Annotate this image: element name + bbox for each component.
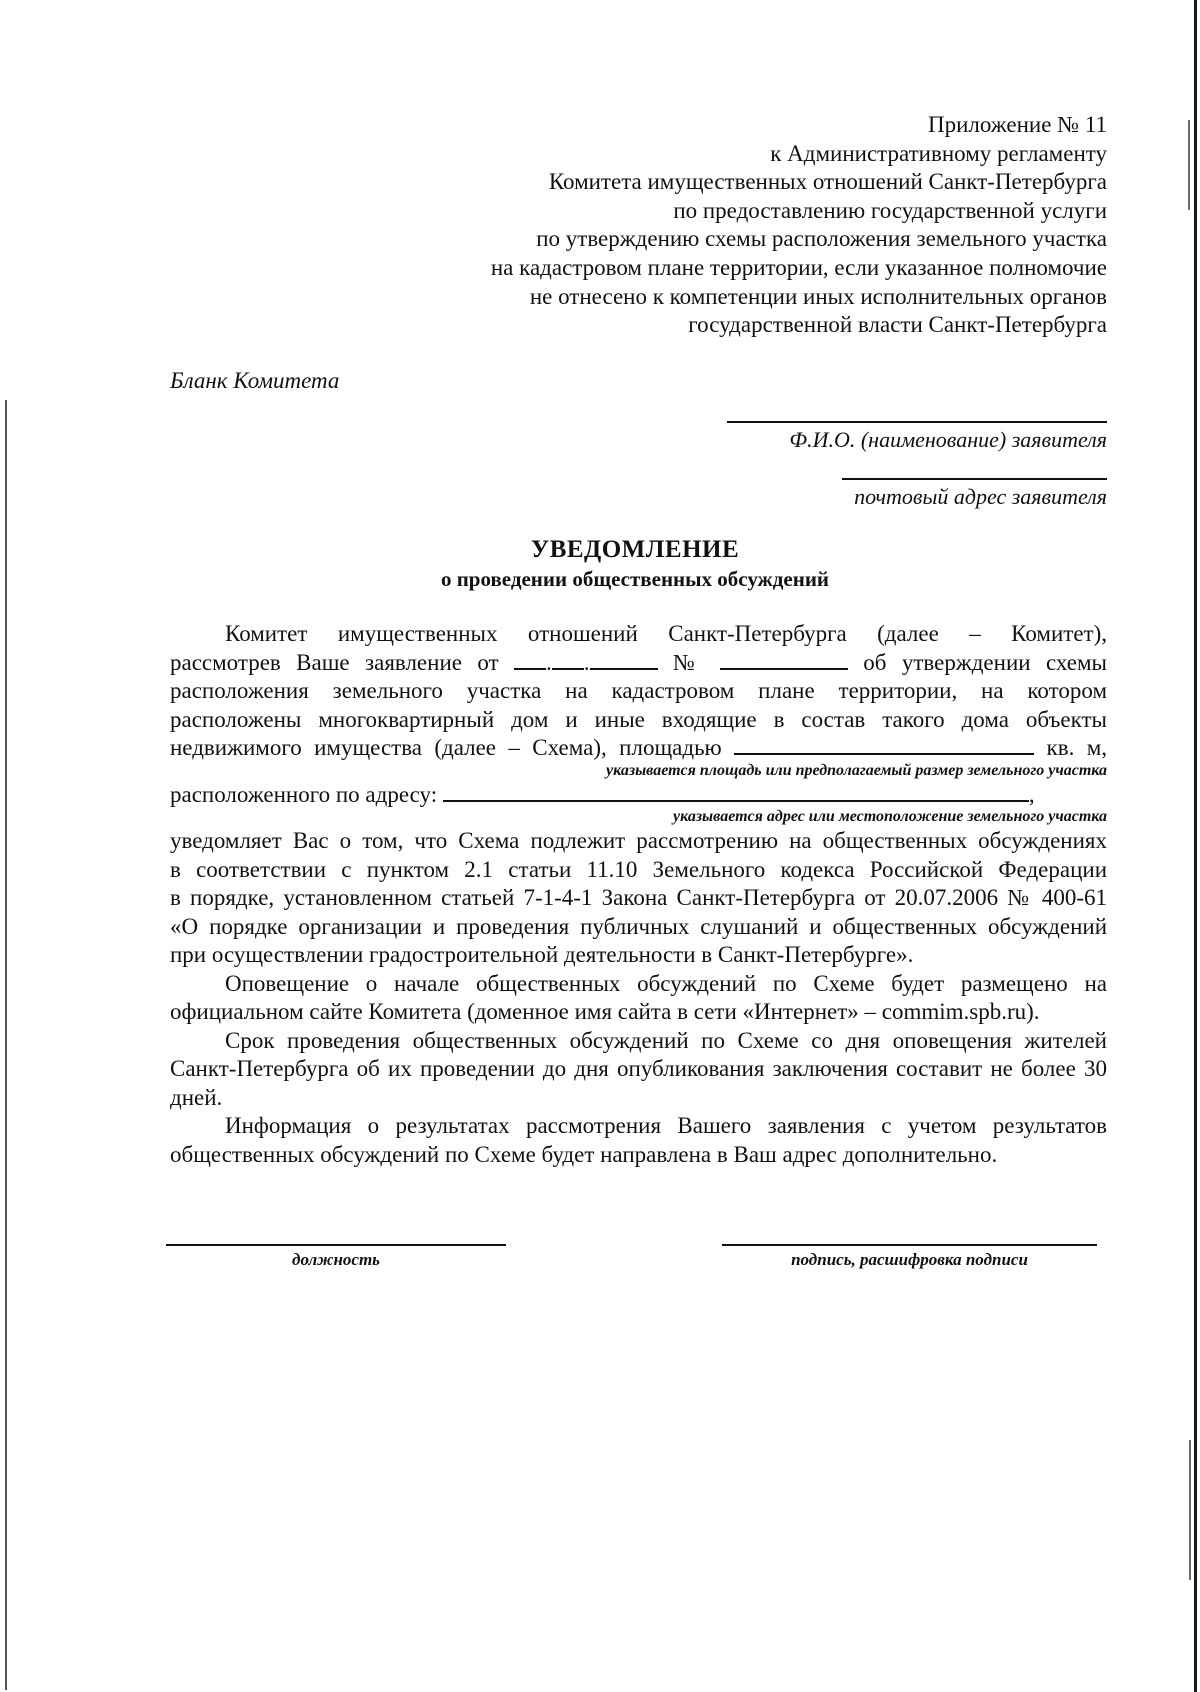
area-unit: кв. м,: [1046, 735, 1108, 760]
body-line: в соответствии с пунктом 2.1 статьи 11.10 Земельного кодекса Российской Федерации: [170, 856, 1107, 882]
body-line: в порядке, установленном статьей 7-1-4-1 Закона Санкт-Петербурга от 20.07.2006 № 400-61: [170, 885, 1107, 910]
address-line: [170, 781, 1107, 810]
header-line: на кадастровом плане территории, если указанное полномочие: [490, 254, 1107, 280]
header-line: по утверждению схемы расположения земельного участка: [536, 226, 1107, 252]
date-separator: .: [583, 649, 590, 675]
appendix-number: Приложение № 11: [927, 112, 1107, 137]
number-sign: №: [672, 649, 705, 675]
signature-block: [722, 1244, 1097, 1270]
area-hint: указывается площадь или предполагаемый размер земельного участка: [606, 761, 1107, 779]
header-line: по предоставлению государственной услуги: [673, 197, 1107, 223]
committee-letterhead-label: Бланк Комитета: [170, 368, 340, 393]
area-field: [734, 735, 1034, 755]
address-field: [443, 782, 1029, 802]
applicant-address-caption: почтовый адрес заявителя: [854, 484, 1107, 509]
date-month-field: [552, 650, 584, 670]
date-separator: .: [546, 649, 552, 675]
header-line: к Административному регламенту: [770, 140, 1107, 166]
date-day-field: [514, 650, 546, 670]
application-line: [170, 649, 1107, 678]
body-line: Комитет имущественных отношений Санкт-Петербурга (далее – Комитет),: [225, 621, 1107, 646]
application-number-field: [720, 650, 848, 670]
appendix-header: [491, 111, 1107, 340]
body-line: «О порядке организации и проведения публичных слушаний и общественных обсуждений: [170, 913, 1107, 939]
position-caption: должность: [292, 1250, 380, 1269]
address-hint: указывается адрес или местоположение земельного участка: [673, 808, 1107, 825]
scan-edge-left: [5, 400, 7, 1690]
scan-edge-right: [1194, 0, 1197, 1692]
paragraph-4: Информация о результатах рассмотрения Вашего заявления с учетом результатов общественных обсуждений по Схеме будет направлена в Ваш адрес дополнительно.: [170, 1113, 1107, 1167]
body-line: расположения земельного участка на кадастровом плане территории, на котором: [170, 678, 1107, 703]
body-text: расположенного по адресу:: [170, 781, 438, 807]
paragraph-1: [170, 620, 1107, 970]
notice-body: [170, 620, 1107, 1169]
scan-artifact: [1188, 120, 1190, 210]
body-text: недвижимого имущества (далее – Схема), площадью: [170, 735, 722, 760]
applicant-name-block: [727, 421, 1107, 453]
signature-line: [722, 1244, 1097, 1246]
body-line: расположены многоквартирный дом и иные входящие в состав такого дома объекты: [170, 706, 1107, 732]
body-line: уведомляет Вас о том, что Схема подлежит рассмотрению на общественных обсуждениях: [170, 828, 1107, 853]
date-year-field: [590, 650, 658, 670]
applicant-name-line: [727, 421, 1107, 423]
document-title: УВЕДОМЛЕНИЕ: [530, 536, 740, 563]
header-line: Комитета имущественных отношений Санкт-Петербурга: [548, 169, 1107, 195]
area-line: [170, 734, 1107, 763]
applicant-address-line: [842, 478, 1107, 480]
header-line: государственной власти Санкт-Петербурга: [688, 312, 1107, 338]
paragraph-3: Срок проведения общественных обсуждений по Схеме со дня оповещения жителей Санкт-Петербурга об их проведении до дня опубликования заключения составит не более 30 дней.: [170, 1027, 1107, 1110]
header-line: не отнесено к компетенции иных исполнительных органов: [529, 283, 1107, 309]
applicant-name-caption: Ф.И.О. (наименование) заявителя: [789, 427, 1107, 452]
body-text: рассмотрев Ваше заявление от: [170, 649, 499, 675]
body-line: при осуществлении градостроительной деятельности в Санкт-Петербурге».: [170, 942, 914, 967]
address-comma: ,: [1028, 781, 1035, 807]
paragraph-2: Оповещение о начале общественных обсуждений по Схеме будет размещено на официальном сайте Комитета (доменное имя сайта в сети «Интернет» – commim.spb.ru).: [170, 970, 1107, 1024]
position-line: [166, 1244, 506, 1246]
applicant-address-block: [842, 478, 1107, 510]
body-text: об утверждении схемы: [863, 649, 1108, 675]
position-signature-block: [166, 1244, 506, 1270]
signature-caption: подпись, расшифровка подписи: [791, 1250, 1028, 1269]
document-subtitle: о проведении общественных обсуждений: [440, 567, 830, 591]
scan-artifact: [1189, 1440, 1191, 1580]
